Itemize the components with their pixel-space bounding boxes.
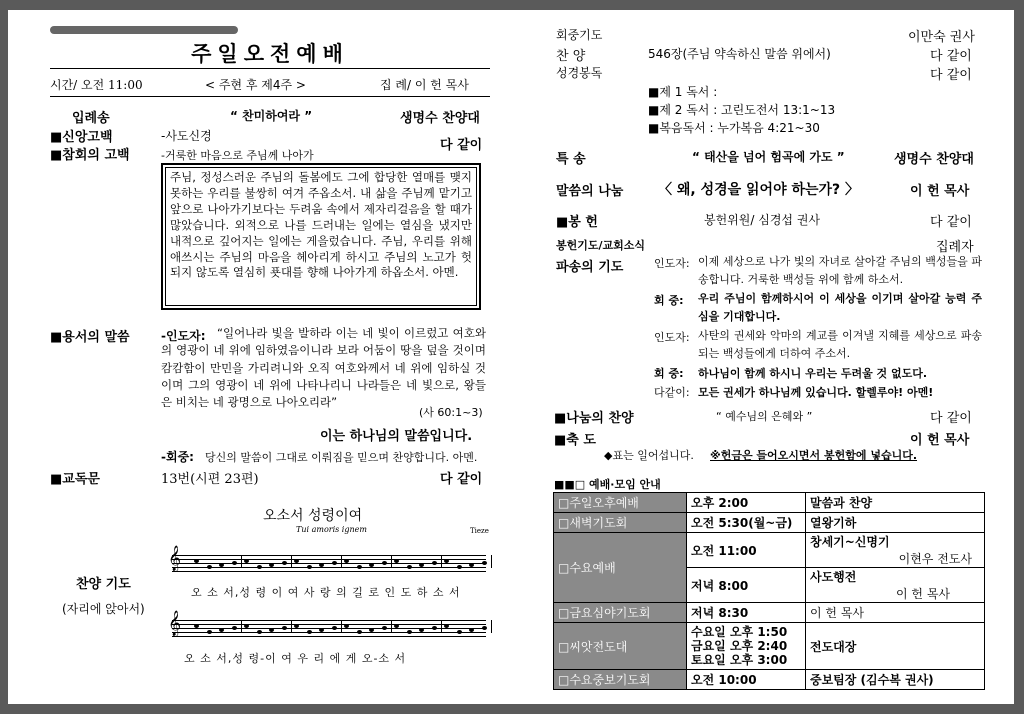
- sending-who-4: 회 중:: [654, 367, 684, 380]
- sending-text-1: 이제 세상으로 나가 빛의 자녀로 살아갈 주님의 백성들을 파송합니다. 거룩한 백성들 위에 함께 하소서.: [698, 255, 982, 286]
- sending-who-5: 다같이:: [654, 386, 690, 399]
- confession-text: 주님, 정성스러운 주님의 돌봄에도 그에 합당한 열매를 맺지 못하는 우리를 불쌍히 여겨 주옵소서. 내 삶을 주님께 맡기고 앞으로 나아가기보다는 두려움 속에서 제자리걸음을 할 때가 많았습니다. 외적으로 나를 드러내는 일에는 열심을 냈지만 내적으로 깊어지는 일에는 게을렀습니다. 주님, 우리를 위해 애쓰시는 주님의 마음을 헤아리게 하시고 주님의 노고가 헛되지 않도록 열심히 푯대를 향해 나아가게 하옵소서. 아멘.: [165, 167, 477, 306]
- schedule-time: 오후 2:00: [687, 493, 806, 513]
- music-note-icon: [257, 630, 262, 634]
- schedule-name: □씨앗전도대: [554, 623, 687, 670]
- bar-line: [291, 555, 292, 568]
- pardon-ref: (사 60:1~3): [419, 406, 483, 419]
- schedule-place: 열왕기하: [806, 513, 985, 533]
- bar-line: [341, 555, 342, 568]
- music-note-icon: [357, 630, 362, 634]
- reading-by: 다 같이: [930, 68, 972, 83]
- entrance-label: 입례송: [72, 111, 110, 126]
- hymn-lyric-1: 오 소 서,성 령 이 여 사 랑 의 길 로 인 도 하 소 서: [191, 586, 461, 599]
- presider: 집 례/ 이 헌 목사: [380, 78, 469, 92]
- sending-text-5: 모든 권세가 하나님께 있습니다. 할렐루야! 아멘!: [698, 386, 934, 399]
- schedule-place: 사도행전: [810, 570, 857, 584]
- creed-by: 다 같이: [440, 138, 483, 153]
- schedule-place: 전도대장: [806, 623, 985, 670]
- blessing-note-2: ※헌금은 들어오시면서 봉헌함에 넣습니다.: [710, 449, 918, 462]
- music-note-icon: [257, 565, 262, 569]
- music-note-icon: [307, 565, 312, 569]
- sharing-song: “ 예수님의 은혜와 ”: [716, 410, 813, 423]
- sending-text-2: 우리 주님이 함께하시어 이 세상을 이기며 살아갈 능력 주심을 기대합니다.: [698, 292, 982, 323]
- prayer-by: 이만숙 권사: [908, 30, 975, 45]
- music-note-icon: [207, 565, 212, 569]
- schedule-name: □수요중보기도회: [554, 670, 687, 690]
- blessing-note-1: ◆표는 일어섭니다.: [604, 449, 694, 462]
- bar-line: [491, 555, 492, 568]
- music-note-icon: [244, 624, 249, 628]
- music-note-icon: [319, 628, 324, 632]
- divider: [50, 68, 490, 69]
- reading-item-1: ■제 1 독서 :: [648, 85, 718, 99]
- schedule-time: 오전 10:00: [687, 670, 806, 690]
- music-note-icon: [269, 628, 274, 632]
- hymn-note: (자리에 앉아서): [62, 602, 145, 616]
- offering-label: ■봉 헌: [556, 215, 598, 230]
- sermon-by: 이 헌 목사: [910, 184, 970, 199]
- confession-label: ■참회의 고백: [50, 148, 130, 163]
- music-note-icon: [382, 626, 387, 630]
- creed-text: -사도신경: [161, 129, 212, 143]
- music-note-icon: [194, 559, 199, 563]
- sermon-label: 말씀의 나눔: [556, 184, 624, 199]
- bar-line: [341, 620, 342, 633]
- music-note-icon: [307, 630, 312, 634]
- praise-by: 다 같이: [930, 49, 972, 64]
- offering-text: 봉헌위원/ 심경섭 권사: [704, 213, 821, 227]
- music-note-icon: [244, 559, 249, 563]
- table-row: [554, 670, 985, 690]
- music-note-icon: [344, 559, 349, 563]
- praise-text: 546장(주님 약속하신 말씀 위에서): [648, 47, 831, 61]
- bar-line: [291, 620, 292, 633]
- music-note-icon: [219, 563, 224, 567]
- hymn-subtitle: Tui amoris ignem: [296, 525, 367, 534]
- sending-text-3: 사탄의 권세와 악마의 계교를 이겨낼 지혜를 세상으로 파송되는 백성들에게 더하여 주소서.: [698, 329, 982, 360]
- sermon-title: 〈 왜, 성경을 읽어야 하는가? 〉: [658, 182, 860, 198]
- entrance-song: “ 찬미하여라 ”: [230, 109, 313, 123]
- table-row: [554, 533, 985, 568]
- table-row: [554, 513, 985, 533]
- treble-clef-icon: 𝄞: [168, 611, 182, 636]
- special-song: “ 태산을 넘어 험곡에 가도 ”: [692, 150, 845, 164]
- schedule-time: 금요일 오후 2:40: [691, 639, 788, 653]
- music-note-icon: [457, 565, 462, 569]
- reading-label: 성경봉독: [556, 66, 603, 80]
- schedule-name: □수요예배: [554, 533, 687, 603]
- bar-line: [441, 620, 442, 633]
- schedule-time: 오전 11:00: [687, 533, 806, 568]
- schedule-time: 수요일 오후 1:50: [691, 625, 788, 639]
- music-note-icon: [357, 565, 362, 569]
- creed-label: ■신앙고백: [50, 130, 113, 145]
- music-note-icon: [332, 561, 337, 565]
- music-note-icon: [432, 626, 437, 630]
- schedule-place: 이 헌 목사: [806, 603, 985, 623]
- schedule-person: 이 헌 목사: [896, 587, 950, 601]
- schedule-name: □새벽기도회: [554, 513, 687, 533]
- sharing-by: 다 같이: [930, 411, 972, 426]
- pardon-leader: -인도자:: [161, 329, 206, 343]
- music-note-icon: [369, 563, 374, 567]
- schedule-time: 저녁 8:30: [687, 603, 806, 623]
- hymn-composer: Tieze: [470, 527, 489, 535]
- music-note-icon: [482, 626, 487, 630]
- music-note-icon: [432, 561, 437, 565]
- schedule-name: □금요심야기도회: [554, 603, 687, 623]
- music-note-icon: [469, 563, 474, 567]
- music-note-icon: [282, 626, 287, 630]
- responsive-by: 다 같이: [440, 472, 483, 487]
- entrance-by: 생명수 찬양대: [400, 111, 480, 126]
- music-note-icon: [219, 628, 224, 632]
- music-note-icon: [344, 624, 349, 628]
- music-note-icon: [294, 559, 299, 563]
- header-bar: [50, 26, 238, 34]
- sharing-label: ■나눔의 찬양: [554, 411, 634, 426]
- pardon-label: ■용서의 말씀: [50, 330, 130, 345]
- sending-label: 파송의 기도: [556, 260, 624, 275]
- confession-sub: -거룩한 마음으로 주님께 나아가: [161, 149, 314, 162]
- schedule-heading: ■■□ 예배·모임 안내: [554, 478, 661, 491]
- prayer-label: 회중기도: [556, 28, 603, 42]
- schedule-time-cell: [687, 623, 806, 670]
- liturgical-week: < 주현 후 제4주 >: [205, 78, 306, 92]
- responsive-label: ■교독문: [50, 472, 100, 487]
- reading-item-3: ■복음독서 : 누가복음 4:21~30: [648, 121, 820, 135]
- bar-line: [391, 620, 392, 633]
- treble-clef-icon: 𝄞: [168, 546, 182, 571]
- bar-line: [441, 555, 442, 568]
- music-note-icon: [319, 563, 324, 567]
- bar-line: [241, 620, 242, 633]
- page-title: 주일오전예배: [191, 41, 349, 66]
- blessing-label: ■축 도: [554, 433, 596, 448]
- hymn-lyric-2: 오 소 서,성 령-이 여 우 리 에 게 오-소 서: [184, 652, 407, 665]
- music-note-icon: [382, 561, 387, 565]
- schedule-time: 토요일 오후 3:00: [691, 653, 788, 667]
- schedule-time: 오전 5:30(월~금): [687, 513, 806, 533]
- bar-line: [391, 555, 392, 568]
- notices-label: 봉헌기도/교회소식: [556, 239, 646, 252]
- music-note-icon: [482, 561, 487, 565]
- music-note-icon: [469, 628, 474, 632]
- music-note-icon: [444, 559, 449, 563]
- sending-who-1: 인도자:: [654, 257, 690, 270]
- congregation-text: 당신의 말씀이 그대로 이뤄짐을 믿으며 찬양합니다. 아멘.: [205, 451, 478, 464]
- special-label: 특 송: [556, 152, 586, 167]
- praise-label: 찬 양: [556, 49, 586, 64]
- schedule-place-cell: [806, 568, 985, 603]
- music-note-icon: [394, 559, 399, 563]
- music-note-icon: [419, 563, 424, 567]
- congregation-label: -회중:: [161, 450, 194, 464]
- bar-line: [491, 620, 492, 633]
- confession-box: [161, 163, 481, 310]
- music-note-icon: [407, 565, 412, 569]
- blessing-by: 이 헌 목사: [910, 433, 970, 448]
- music-note-icon: [194, 624, 199, 628]
- music-note-icon: [444, 624, 449, 628]
- sending-text-4: 하나님이 함께 하시니 우리는 두려울 것 없도다.: [698, 367, 928, 380]
- schedule-name: □주일오후예배: [554, 493, 687, 513]
- music-note-icon: [457, 630, 462, 634]
- sending-who-2: 회 중:: [654, 294, 684, 307]
- music-note-icon: [394, 624, 399, 628]
- table-row: [554, 493, 985, 513]
- hymn-label: 찬양 기도: [76, 577, 131, 592]
- sending-who-3: 인도자:: [654, 331, 690, 344]
- table-row: [554, 603, 985, 623]
- schedule-person: 이현우 전도사: [898, 552, 972, 566]
- schedule-place: 중보팀장 (김수복 권사): [806, 670, 985, 690]
- schedule-table: [553, 492, 985, 690]
- hymn-title: 오소서 성령이여: [263, 508, 363, 524]
- pardon-text: “일어나라 빛을 발하라 이는 네 빛이 이르렀고 여호와의 영광이 네 위에 임하였음이니라 보라 어둠이 땅을 덮을 것이며 캄캄함이 만민을 가리려니와 오직 여호와께서 네 위에 임하실 것이며 그의 영광이 네 위에 나타나리니 나라들은 네 빛으로, 왕들은 비치는 네 광명으로 나아오리라”: [161, 326, 486, 410]
- schedule-place: 말씀과 찬양: [806, 493, 985, 513]
- schedule-place: 창세기~신명기: [810, 535, 890, 549]
- music-note-icon: [332, 626, 337, 630]
- music-note-icon: [282, 561, 287, 565]
- music-note-icon: [269, 563, 274, 567]
- music-note-icon: [232, 561, 237, 565]
- divider: [50, 96, 490, 97]
- bar-line: [241, 555, 242, 568]
- music-note-icon: [294, 624, 299, 628]
- music-note-icon: [207, 630, 212, 634]
- reading-item-2: ■제 2 독서 : 고린도전서 13:1~13: [648, 103, 836, 117]
- pardon-closing: 이는 하나님의 말씀입니다.: [320, 429, 473, 444]
- schedule-time: 저녁 8:00: [687, 568, 806, 603]
- notices-by: 집례자: [936, 240, 974, 255]
- offering-by: 다 같이: [930, 215, 972, 230]
- music-note-icon: [419, 628, 424, 632]
- schedule-place-cell: [806, 533, 985, 568]
- table-row: [554, 623, 985, 670]
- service-time: 시간/ 오전 11:00: [50, 78, 143, 92]
- special-by: 생명수 찬양대: [894, 152, 974, 167]
- music-note-icon: [369, 628, 374, 632]
- bulletin-sheet: [8, 10, 1014, 704]
- music-note-icon: [232, 626, 237, 630]
- music-note-icon: [407, 630, 412, 634]
- responsive-text: 13번(시편 23편): [161, 472, 259, 487]
